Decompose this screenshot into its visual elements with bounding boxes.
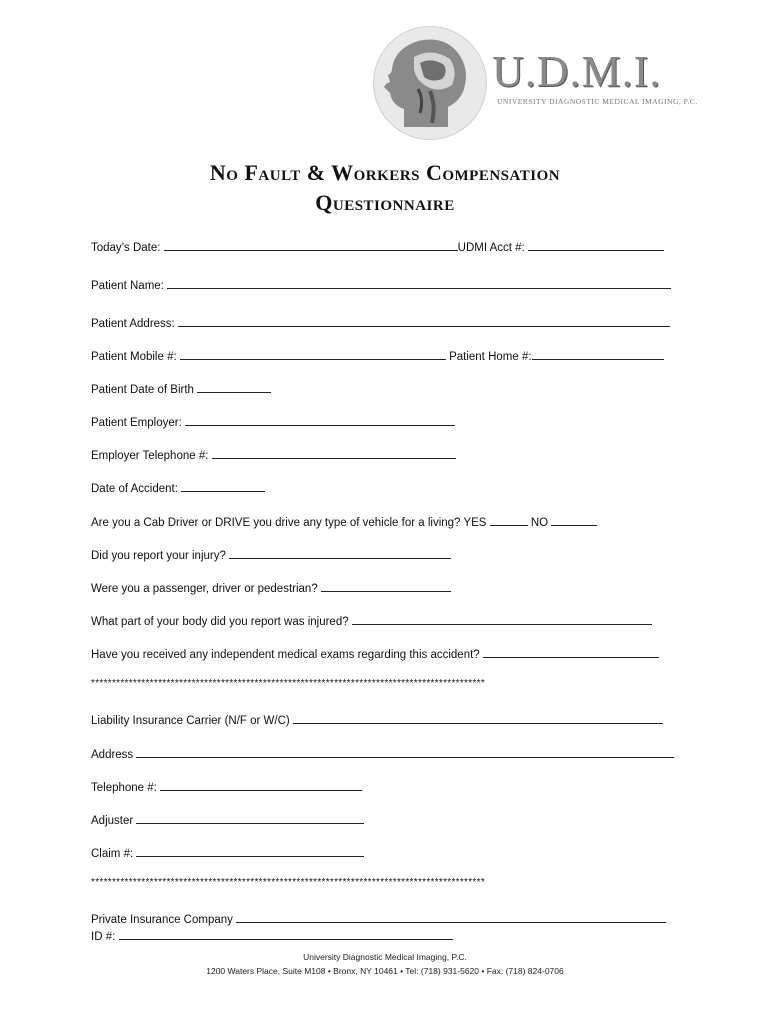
- ime-label: Have you received any independent medical exams regarding this accident?: [91, 649, 480, 661]
- address-row: [91, 745, 674, 763]
- adjuster-label: Adjuster: [91, 815, 134, 827]
- todays-date-field[interactable]: [164, 238, 458, 251]
- todays-date-label: Today’s Date:: [91, 242, 161, 254]
- private-insurance-field[interactable]: [236, 910, 666, 923]
- telephone-row: [91, 778, 362, 796]
- adjuster-field[interactable]: [136, 811, 364, 824]
- employer-telephone-label: Employer Telephone #:: [91, 450, 209, 462]
- patient-name-field[interactable]: [167, 276, 671, 289]
- body-part-field[interactable]: [352, 612, 652, 625]
- cab-driver-row: [91, 513, 597, 531]
- passenger-label: Were you a passenger, driver or pedestrian?: [91, 583, 318, 595]
- body-part-row: [91, 612, 652, 630]
- form-title-line-1: No Fault & Workers Compensation: [209, 160, 561, 185]
- adjuster-row: [91, 811, 364, 829]
- address-field[interactable]: [136, 745, 674, 758]
- patient-name-row: [91, 276, 671, 294]
- logo-wordmark: U.D.M.I.: [492, 47, 662, 96]
- udmi-acct-field[interactable]: [528, 238, 664, 251]
- todays-date-row: [91, 238, 664, 256]
- cab-driver-yes-field[interactable]: [490, 513, 528, 526]
- passenger-row: [91, 579, 451, 597]
- date-of-accident-label: Date of Accident:: [91, 483, 178, 495]
- employer-telephone-field[interactable]: [212, 446, 456, 459]
- patient-address-label: Patient Address:: [91, 318, 175, 330]
- telephone-label: Telephone #:: [91, 782, 157, 794]
- patient-name-label: Patient Name:: [91, 280, 164, 292]
- separator-1: **********************************************************************************************: [91, 678, 486, 689]
- claim-row: [91, 844, 364, 862]
- telephone-field[interactable]: [160, 778, 362, 791]
- patient-mobile-field[interactable]: [180, 347, 446, 360]
- patient-employer-row: [91, 413, 455, 431]
- patient-address-row: [91, 314, 670, 332]
- patient-employer-field[interactable]: [185, 413, 455, 426]
- logo-subtitle: UNIVERSITY DIAGNOSTIC MEDICAL IMAGING, P.C.: [497, 97, 698, 106]
- footer-company: University Diagnostic Medical Imaging, P.C.: [303, 952, 467, 962]
- liability-carrier-row: [91, 711, 663, 729]
- udmi-acct-label: UDMI Acct #:: [457, 242, 525, 254]
- head-profile-icon: [374, 27, 486, 139]
- report-injury-label: Did you report your injury?: [91, 550, 226, 562]
- id-label: ID #:: [91, 931, 116, 943]
- cab-driver-label: Are you a Cab Driver or DRIVE you drive any type of vehicle for a living? YES: [91, 517, 487, 529]
- patient-phone-row: [91, 347, 664, 365]
- claim-field[interactable]: [136, 844, 364, 857]
- cab-driver-no-label: NO: [530, 517, 549, 529]
- ime-row: [91, 645, 659, 663]
- patient-address-field[interactable]: [178, 314, 670, 327]
- employer-telephone-row: [91, 446, 456, 464]
- claim-label: Claim #:: [91, 848, 134, 860]
- body-part-label: What part of your body did you report was injured?: [91, 616, 349, 628]
- patient-dob-label: Patient Date of Birth: [91, 384, 194, 396]
- passenger-field[interactable]: [321, 579, 451, 592]
- id-field[interactable]: [119, 927, 453, 940]
- patient-mobile-label: Patient Mobile #:: [91, 351, 177, 363]
- patient-employer-label: Patient Employer:: [91, 417, 182, 429]
- date-of-accident-field[interactable]: [181, 479, 265, 492]
- private-insurance-row: [91, 910, 666, 928]
- cab-driver-no-field[interactable]: [551, 513, 597, 526]
- patient-dob-field[interactable]: [197, 380, 271, 393]
- report-injury-field[interactable]: [229, 546, 451, 559]
- liability-carrier-label: Liability Insurance Carrier (N/F or W/C): [91, 715, 290, 727]
- footer-contact: 1200 Waters Place, Suite M108 • Bronx, NY 10461 • Tel: (718) 931-5620 • Fax: (718) 824-0706: [206, 966, 564, 976]
- patient-home-label: Patient Home #:: [449, 351, 532, 363]
- date-of-accident-row: [91, 479, 265, 497]
- address-label: Address: [91, 749, 134, 761]
- logo-head-scan-icon: [373, 26, 487, 140]
- private-insurance-label: Private Insurance Company: [91, 914, 233, 926]
- liability-carrier-field[interactable]: [293, 711, 663, 724]
- form-title-line-2: Questionnaire: [315, 190, 455, 215]
- report-injury-row: [91, 546, 451, 564]
- patient-dob-row: [91, 380, 271, 398]
- id-row: [91, 927, 453, 945]
- ime-field[interactable]: [483, 645, 659, 658]
- separator-2: **********************************************************************************************: [91, 877, 486, 888]
- patient-home-field[interactable]: [532, 347, 664, 360]
